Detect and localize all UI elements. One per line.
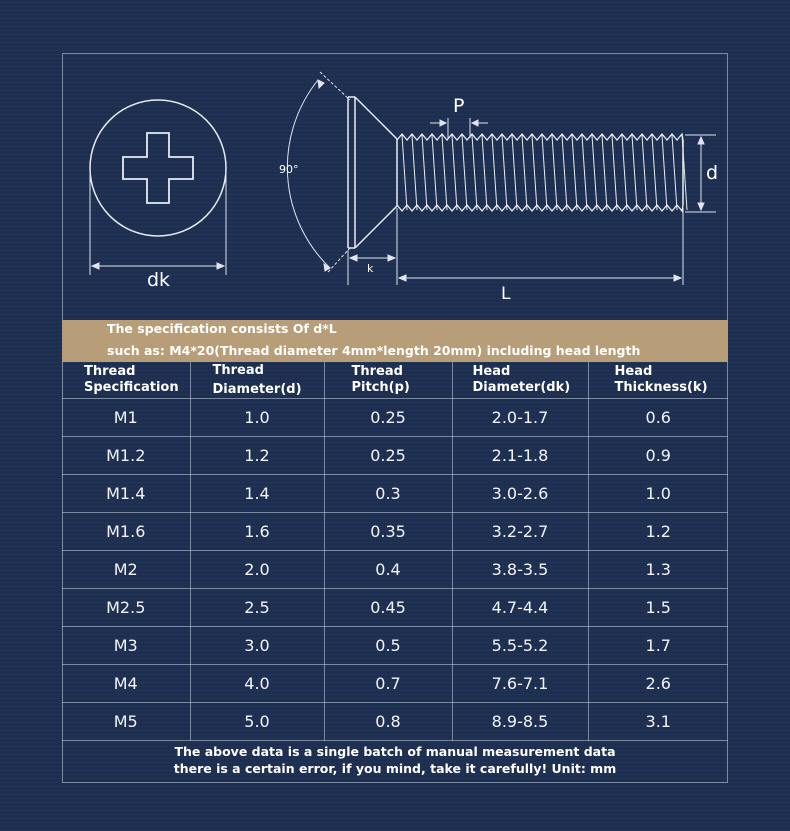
table-cell: 2.1-1.8 [452, 437, 588, 475]
table-cell: 1.7 [588, 627, 728, 665]
table-cell: 3.1 [588, 703, 728, 741]
screw-diagram [0, 0, 790, 320]
table-cell: 3.8-3.5 [452, 551, 588, 589]
l-dimension [399, 208, 683, 285]
table-cell: 1.3 [588, 551, 728, 589]
table-cell: 0.45 [324, 589, 452, 627]
dk-dimension [90, 172, 226, 275]
table-cell: 1.0 [588, 475, 728, 513]
table-row [62, 703, 728, 741]
head-thickness-label: k [367, 262, 374, 275]
table-row [62, 627, 728, 665]
table-row [62, 475, 728, 513]
table-cell: 2.6 [588, 665, 728, 703]
spec-table [62, 362, 728, 741]
table-cell: 0.35 [324, 513, 452, 551]
table-cell: 1.5 [588, 589, 728, 627]
table-row [62, 551, 728, 589]
footer-line-2: there is a certain error, if you mind, take it carefully! Unit: mm [173, 761, 617, 776]
banner-line-1: The specification consists Of d*L [107, 321, 337, 336]
table-cell: 0.7 [324, 665, 452, 703]
table-cell: M4 [62, 665, 190, 703]
table-cell: M1.6 [62, 513, 190, 551]
angle-label: 90° [279, 163, 299, 176]
table-cell: 1.6 [190, 513, 324, 551]
table-cell: 5.0 [190, 703, 324, 741]
table-cell: 0.8 [324, 703, 452, 741]
table-row [62, 437, 728, 475]
table-cell: 0.25 [324, 399, 452, 437]
header-thread-specification: Thread Specification [62, 362, 190, 399]
table-cell: M1 [62, 399, 190, 437]
table-cell: 3.0 [190, 627, 324, 665]
table-cell: M3 [62, 627, 190, 665]
p-dimension [430, 118, 488, 138]
table-cell: 3.0-2.6 [452, 475, 588, 513]
table-cell: 4.7-4.4 [452, 589, 588, 627]
table-cell: 1.4 [190, 475, 324, 513]
table-cell: 7.6-7.1 [452, 665, 588, 703]
table-cell: 0.25 [324, 437, 452, 475]
table-cell: M1.4 [62, 475, 190, 513]
table-row [62, 399, 728, 437]
table-cell: 3.2-2.7 [452, 513, 588, 551]
table-cell: M5 [62, 703, 190, 741]
header-thread-diameter: Thread Diameter(d) [190, 362, 324, 399]
table-row [62, 513, 728, 551]
banner-line-2: such as: M4*20(Thread diameter 4mm*length 20mm) including head length [107, 343, 641, 358]
table-header-row [62, 362, 728, 399]
table-cell: 0.3 [324, 475, 452, 513]
table-cell: 1.2 [190, 437, 324, 475]
pitch-label: P [453, 95, 465, 117]
table-cell: 2.0 [190, 551, 324, 589]
length-label: L [501, 284, 511, 304]
header-head-thickness: Head Thickness(k) [588, 362, 728, 399]
table-cell: 4.0 [190, 665, 324, 703]
table-cell: M2.5 [62, 589, 190, 627]
table-cell: 8.9-8.5 [452, 703, 588, 741]
spec-banner [62, 320, 728, 362]
screw-side-view [348, 97, 687, 248]
table-cell: 1.0 [190, 399, 324, 437]
diameter-label: d [706, 162, 719, 184]
table-cell: 0.9 [588, 437, 728, 475]
table-cell: M2 [62, 551, 190, 589]
header-thread-pitch: Thread Pitch(p) [324, 362, 452, 399]
table-cell: 5.5-5.2 [452, 627, 588, 665]
table-cell: M1.2 [62, 437, 190, 475]
table-cell: 2.5 [190, 589, 324, 627]
table-cell: 0.4 [324, 551, 452, 589]
dk-label: dk [147, 269, 171, 291]
header-head-diameter: Head Diameter(dk) [452, 362, 588, 399]
table-cell: 0.6 [588, 399, 728, 437]
screw-head-top-view [90, 100, 226, 236]
footer-note [62, 743, 728, 777]
footer-line-1: The above data is a single batch of manual measurement data [174, 744, 616, 759]
table-cell: 1.2 [588, 513, 728, 551]
table-cell: 2.0-1.7 [452, 399, 588, 437]
table-cell: 0.5 [324, 627, 452, 665]
table-row [62, 665, 728, 703]
table-row [62, 589, 728, 627]
